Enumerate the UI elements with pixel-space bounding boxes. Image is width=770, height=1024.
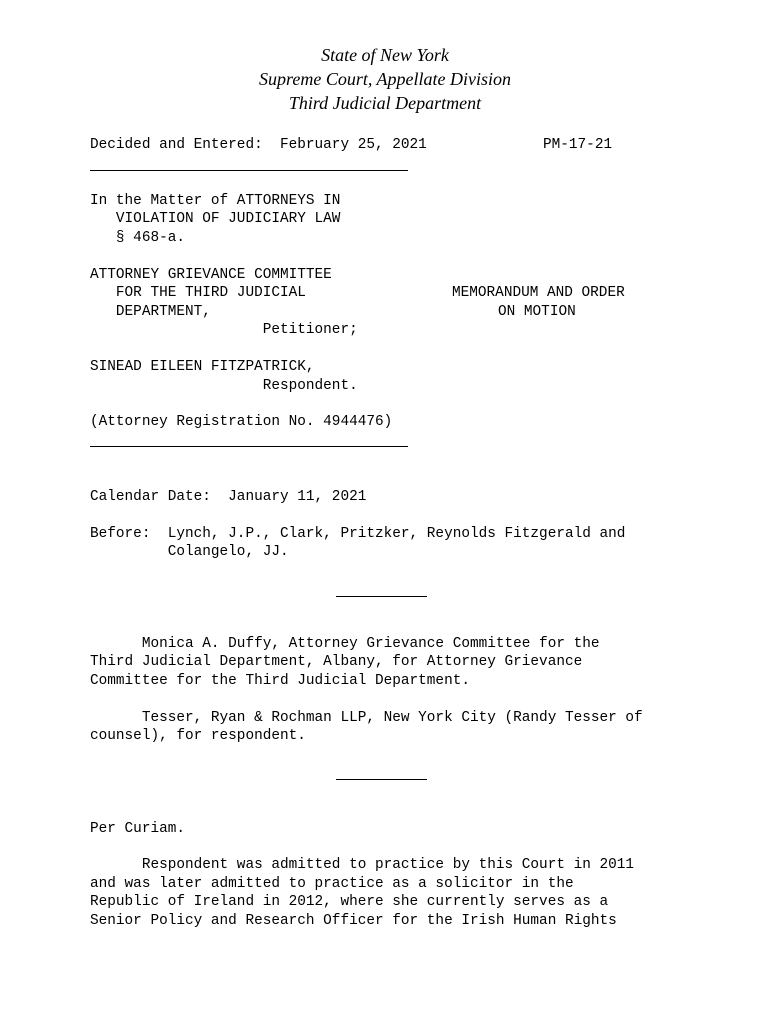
petitioner-line-3: DEPARTMENT, — [90, 304, 211, 320]
court-state: State of New York — [321, 45, 449, 65]
matter-line-1: In the Matter of ATTORNEYS IN — [90, 193, 341, 209]
section-divider-2 — [336, 779, 427, 780]
calendar-date: Calendar Date: January 11, 2021 — [90, 489, 367, 505]
document-type-line-1: MEMORANDUM AND ORDER — [452, 285, 625, 301]
opinion-line-1: Respondent was admitted to practice by this Court in 2011 — [90, 857, 635, 873]
caption-bottom-rule — [90, 446, 408, 447]
respondent-counsel-line-1: Tesser, Ryan & Rochman LLP, New York City (Randy Tesser of — [90, 710, 643, 726]
docket-number: PM-17-21 — [543, 137, 613, 153]
court-department: Third Judicial Department — [288, 93, 482, 113]
opinion-author: Per Curiam. — [90, 821, 185, 837]
opinion-line-2: and was later admitted to practice as a solicitor in the — [90, 876, 574, 892]
document-type-line-2: ON MOTION — [498, 304, 576, 320]
bench-line-1: Before: Lynch, J.P., Clark, Pritzker, Reynolds Fitzgerald and — [90, 526, 626, 542]
bench-line-2: Colangelo, JJ. — [90, 544, 289, 560]
respondent-line-2: Respondent. — [90, 378, 358, 394]
petitioner-line-1: ATTORNEY GRIEVANCE COMMITTEE — [90, 267, 332, 283]
respondent-counsel-line-2: counsel), for respondent. — [90, 728, 306, 744]
decided-date: Decided and Entered: February 25, 2021 — [90, 137, 427, 153]
petitioner-counsel-line-1: Monica A. Duffy, Attorney Grievance Committee for the — [90, 636, 600, 652]
section-divider-1 — [336, 596, 427, 597]
petitioner-counsel-line-2: Third Judicial Department, Albany, for Attorney Grievance — [90, 654, 583, 670]
caption-top-rule — [90, 170, 408, 171]
petitioner-counsel-line-3: Committee for the Third Judicial Department. — [90, 673, 470, 689]
petitioner-line-2: FOR THE THIRD JUDICIAL — [90, 285, 306, 301]
respondent-line-1: SINEAD EILEEN FITZPATRICK, — [90, 359, 315, 375]
matter-line-2: VIOLATION OF JUDICIARY LAW — [90, 211, 341, 227]
petitioner-line-4: Petitioner; — [90, 322, 358, 338]
opinion-line-3: Republic of Ireland in 2012, where she currently serves as a — [90, 894, 609, 910]
registration-number: (Attorney Registration No. 4944476) — [90, 414, 393, 430]
matter-line-3: § 468-a. — [90, 230, 185, 246]
court-name: Supreme Court, Appellate Division — [259, 69, 511, 89]
opinion-line-4: Senior Policy and Research Officer for the Irish Human Rights — [90, 913, 617, 929]
